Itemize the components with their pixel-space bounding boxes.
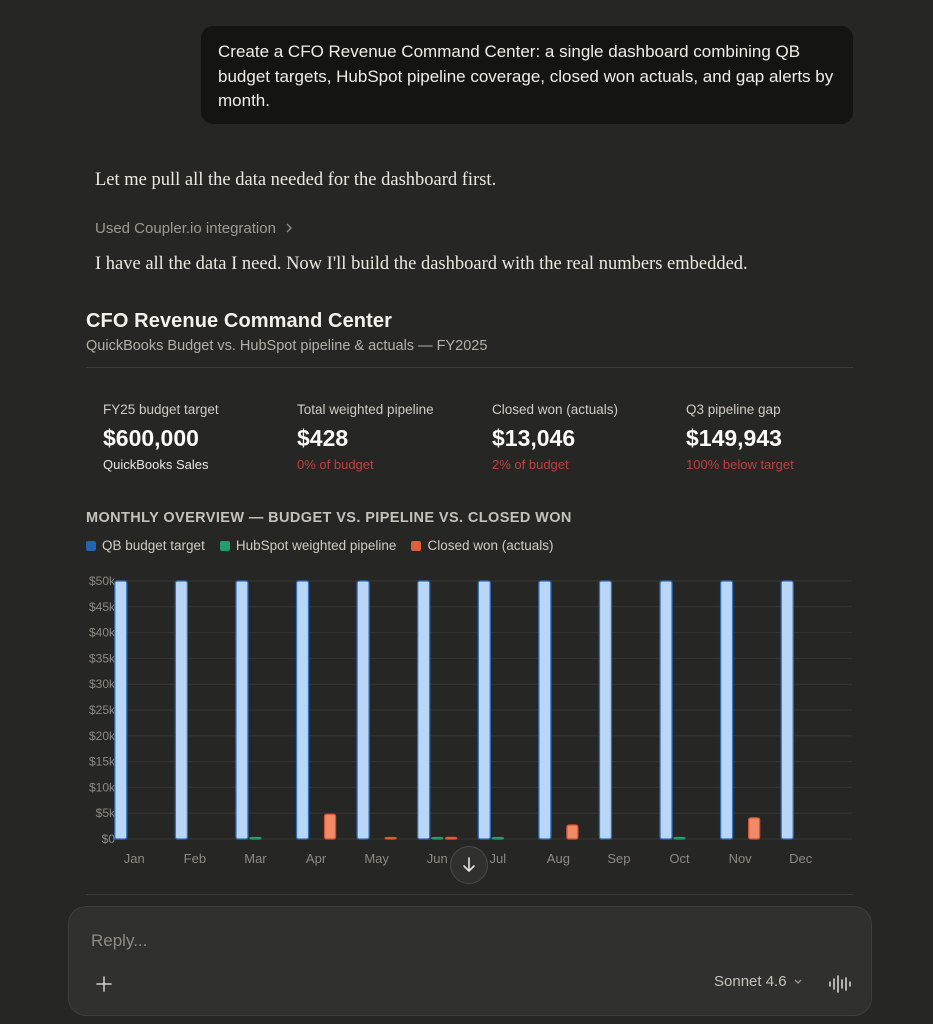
y-tick-label: $25k <box>88 703 115 717</box>
x-tick-label: Sep <box>607 851 631 866</box>
x-tick-label: Jun <box>426 851 448 866</box>
legend-swatch <box>411 541 421 551</box>
kpi-card <box>492 402 682 472</box>
kpi-value: $13,046 <box>492 425 576 451</box>
reply-composer <box>68 906 872 1016</box>
kpi-label: Total weighted pipeline <box>297 402 434 417</box>
legend-label: Closed won (actuals) <box>427 538 554 553</box>
legend-swatch <box>86 541 96 551</box>
divider <box>86 367 853 368</box>
kpi-value: $428 <box>297 425 349 451</box>
bar-qb-budget-target <box>539 581 551 839</box>
bar-qb-budget-target <box>357 581 369 839</box>
x-tick-label: Oct <box>669 851 690 866</box>
dashboard-title: CFO Revenue Command Center <box>86 310 392 332</box>
kpi-card <box>103 402 293 472</box>
y-tick-label: $40k <box>88 625 115 640</box>
kpi-card <box>297 402 487 472</box>
y-tick-label: $20k <box>88 728 115 743</box>
y-tick-label: $50k <box>88 574 115 588</box>
assistant-text-build: I have all the data I need. Now I'll build the dashboard with the real numbers embedded. <box>95 254 748 274</box>
waveform-icon <box>826 971 852 997</box>
x-tick-label: May <box>364 851 389 866</box>
kpi-note: 2% of budget <box>492 457 569 472</box>
user-message: Create a CFO Revenue Command Center: a single dashboard combining QB budget targets, HubSpot pipeline coverage, closed won actuals, and gap alerts by month. <box>201 26 853 124</box>
x-tick-label: Mar <box>244 851 267 866</box>
dashboard-header <box>86 310 853 354</box>
x-tick-label: Nov <box>728 851 752 866</box>
bar-closed-won-actuals- <box>446 837 457 839</box>
chart-section-title: MONTHLY OVERVIEW — BUDGET VS. PIPELINE VS. CLOSED WON <box>86 510 572 526</box>
bar-hubspot-weighted-pipeline <box>674 838 685 840</box>
kpi-note: 100% below target <box>686 457 794 472</box>
legend-item[interactable] <box>220 538 397 553</box>
monthly-bar-chart <box>80 570 860 875</box>
voice-mode-button[interactable] <box>826 971 852 997</box>
legend-label: QB budget target <box>102 538 205 553</box>
scroll-to-bottom-button[interactable] <box>450 846 488 884</box>
x-tick-label: Dec <box>789 851 813 866</box>
legend-label: HubSpot weighted pipeline <box>235 538 397 553</box>
bar-qb-budget-target <box>599 581 611 839</box>
x-tick-label: Jul <box>489 851 507 866</box>
y-tick-label: $5k <box>95 806 115 821</box>
legend-swatch <box>220 541 230 551</box>
bar-closed-won-actuals- <box>325 814 336 839</box>
bar-qb-budget-target <box>781 581 793 839</box>
kpi-label: FY25 budget target <box>103 402 219 417</box>
bar-qb-budget-target <box>660 581 672 839</box>
y-tick-label: $45k <box>88 599 115 614</box>
reply-input[interactable] <box>91 931 691 951</box>
bar-qb-budget-target <box>175 581 187 839</box>
bar-closed-won-actuals- <box>567 825 578 839</box>
divider <box>86 894 853 895</box>
plus-icon <box>95 975 113 993</box>
kpi-note: QuickBooks Sales <box>103 457 209 472</box>
x-tick-label: Feb <box>183 851 207 866</box>
tool-use-toggle[interactable] <box>95 220 294 237</box>
model-name: Sonnet 4.6 <box>714 973 787 990</box>
y-tick-label: $35k <box>88 651 115 666</box>
bar-hubspot-weighted-pipeline <box>432 838 443 840</box>
chevron-down-icon <box>793 978 803 986</box>
kpi-card <box>686 402 876 472</box>
bar-qb-budget-target <box>418 581 430 839</box>
bar-hubspot-weighted-pipeline <box>250 838 261 840</box>
chevron-right-icon <box>284 221 294 237</box>
x-tick-label: Apr <box>305 851 327 866</box>
bar-hubspot-weighted-pipeline <box>492 838 503 840</box>
legend-item[interactable] <box>411 538 553 553</box>
y-tick-label: $30k <box>88 677 115 692</box>
arrow-down-icon <box>461 856 477 874</box>
dashboard-subtitle: QuickBooks Budget vs. HubSpot pipeline & actuals — FY2025 <box>86 338 488 354</box>
y-tick-label: $15k <box>88 754 115 769</box>
y-tick-label: $0 <box>101 832 115 846</box>
tool-use-label: Used Coupler.io integration <box>95 220 276 237</box>
bar-qb-budget-target <box>236 581 248 839</box>
bar-closed-won-actuals- <box>385 838 396 840</box>
assistant-text-intro: Let me pull all the data needed for the dashboard first. <box>95 170 497 190</box>
kpi-value: $600,000 <box>103 425 199 451</box>
x-tick-label: Aug <box>546 851 570 866</box>
bar-qb-budget-target <box>297 581 309 839</box>
bar-qb-budget-target <box>721 581 733 839</box>
x-tick-label: Jan <box>123 851 145 866</box>
model-selector[interactable] <box>714 973 803 990</box>
kpi-note: 0% of budget <box>297 457 374 472</box>
add-attachment-button[interactable] <box>91 971 117 997</box>
bar-qb-budget-target <box>115 581 127 839</box>
kpi-label: Closed won (actuals) <box>492 402 619 417</box>
bar-qb-budget-target <box>478 581 490 839</box>
chart-legend <box>86 538 554 553</box>
y-tick-label: $10k <box>88 780 115 795</box>
kpi-label: Q3 pipeline gap <box>686 402 781 417</box>
bar-closed-won-actuals- <box>749 818 760 839</box>
legend-item[interactable] <box>86 538 205 553</box>
kpi-row <box>103 402 863 482</box>
kpi-value: $149,943 <box>686 425 782 451</box>
